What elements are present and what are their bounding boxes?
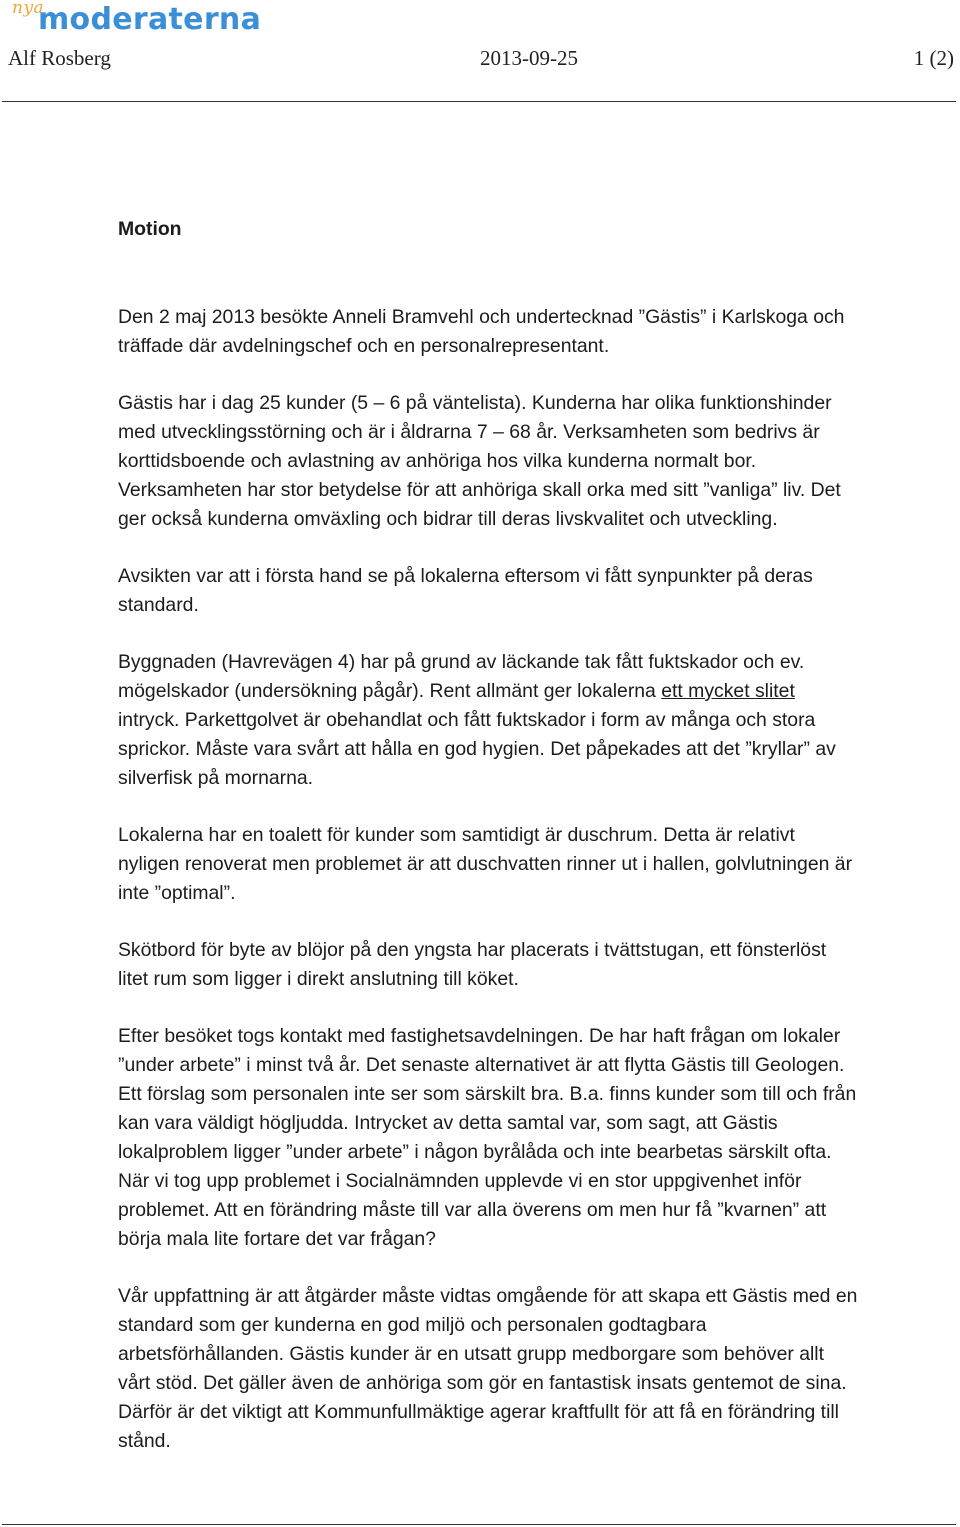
text-line: intryck. Parkettgolvet är obehandlat och fått fuktskador i form av många och stora: [118, 709, 816, 731]
text-line: Ett förslag som personalen inte ser som särskilt bra. B.a. finns kunder som till och från: [118, 1083, 857, 1105]
text-line: [118, 677, 958, 706]
document-body: [118, 211, 958, 1484]
underlined-phrase: ett mycket slitet: [661, 680, 795, 702]
text-line: standard.: [118, 594, 199, 616]
text-line: inte ”optimal”.: [118, 882, 236, 904]
paragraph-5: [118, 821, 958, 908]
text-line: lokalproblem ligger ”under arbete” i någon byrålåda och inte bearbetas särskilt ofta.: [118, 1141, 832, 1163]
paragraph-6: [118, 936, 958, 994]
text-line: ”under arbete” i minst två år. Det senaste alternativet är att flytta Gästis till Geologen.: [118, 1054, 845, 1076]
text-line: Gästis har i dag 25 kunder (5 – 6 på väntelista). Kunderna har olika funktionshinder: [118, 392, 832, 414]
text-line: Byggnaden (Havrevägen 4) har på grund av läckande tak fått fuktskador och ev.: [118, 651, 805, 673]
text-line: stånd.: [118, 1430, 171, 1452]
text-line: Vår uppfattning är att åtgärder måste vidtas omgående för att skapa ett Gästis med en: [118, 1285, 858, 1307]
header-author: Alf Rosberg: [8, 46, 111, 70]
paragraph-3: [118, 562, 958, 620]
footer-divider: [2, 1524, 956, 1525]
paragraph-2: [118, 389, 958, 534]
text-line: När vi tog upp problemet i Socialnämnden upplevde vi en stor uppgivenhet inför: [118, 1170, 802, 1192]
header-page-number: 1 (2): [913, 46, 954, 70]
logo-prefix: nya: [12, 0, 45, 18]
paragraph-4: [118, 648, 958, 793]
paragraph-8: [118, 1282, 958, 1456]
text-line: litet rum som ligger i direkt anslutning till köket.: [118, 968, 519, 990]
text-line: Lokalerna har en toalett för kunder som samtidigt är duschrum. Detta är relativt: [118, 824, 795, 846]
document-header: [8, 46, 954, 74]
text-line: arbetsförhållanden. Gästis kunder är en utsatt grupp medborgare som behöver allt: [118, 1343, 825, 1365]
text-line: ger också kunderna omväxling och bidrar till deras livskvalitet och utveckling.: [118, 508, 778, 530]
text-line: nyligen renoverat men problemet är att duschvatten rinner ut i hallen, golvlutningen är: [118, 853, 853, 875]
text-line: vårt stöd. Det gäller även de anhöriga som gör en fantastisk insats gentemot de sina.: [118, 1372, 847, 1394]
text-line: problemet. Att en förändring måste till var alla överens om men hur få ”kvarnen” att: [118, 1199, 827, 1221]
text-line: med utvecklingsstörning och är i åldrarna 7 – 68 år. Verksamheten som bedrivs är: [118, 421, 820, 443]
header-divider: [2, 101, 956, 102]
text-line: Efter besöket togs kontakt med fastighetsavdelningen. De har haft frågan om lokaler: [118, 1025, 841, 1047]
logo-brand: moderaterna: [38, 2, 262, 37]
text-line: Avsikten var att i första hand se på lokalerna eftersom vi fått synpunkter på deras: [118, 565, 813, 587]
text-line: Därför är det viktigt att Kommunfullmäktige agerar kraftfullt för att få en förändring till: [118, 1401, 839, 1423]
text-line: Verksamheten har stor betydelse för att anhöriga skall orka med sitt ”vanliga” liv. Det: [118, 479, 841, 501]
text-fragment: mögelskador (undersökning pågår). Rent allmänt ger lokalerna: [118, 680, 662, 702]
text-line: kan vara väldigt högljudda. Intrycket av detta samtal var, som sagt, att Gästis: [118, 1112, 778, 1134]
header-date: 2013-09-25: [480, 46, 578, 70]
moderaterna-logo: [8, 0, 268, 40]
paragraph-7: [118, 1022, 958, 1254]
text-line: silverfisk på mornarna.: [118, 767, 314, 789]
text-line: standard som ger kunderna en god miljö och personalen godtagbara: [118, 1314, 707, 1336]
text-line: Skötbord för byte av blöjor på den yngsta har placerats i tvättstugan, ett fönsterlöst: [118, 939, 827, 961]
text-line: träffade där avdelningschef och en personalrepresentant.: [118, 335, 610, 357]
text-line: Den 2 maj 2013 besökte Anneli Bramvehl och undertecknad ”Gästis” i Karlskoga och: [118, 306, 845, 328]
text-line: sprickor. Måste vara svårt att hålla en god hygien. Det påpekades att det ”kryllar” av: [118, 738, 836, 760]
document-title: Motion: [118, 218, 182, 240]
text-line: korttidsboende och avlastning av anhöriga hos vilka kunderna normalt bor.: [118, 450, 757, 472]
text-line: börja mala lite fortare det var frågan?: [118, 1228, 436, 1250]
paragraph-1: [118, 303, 958, 361]
